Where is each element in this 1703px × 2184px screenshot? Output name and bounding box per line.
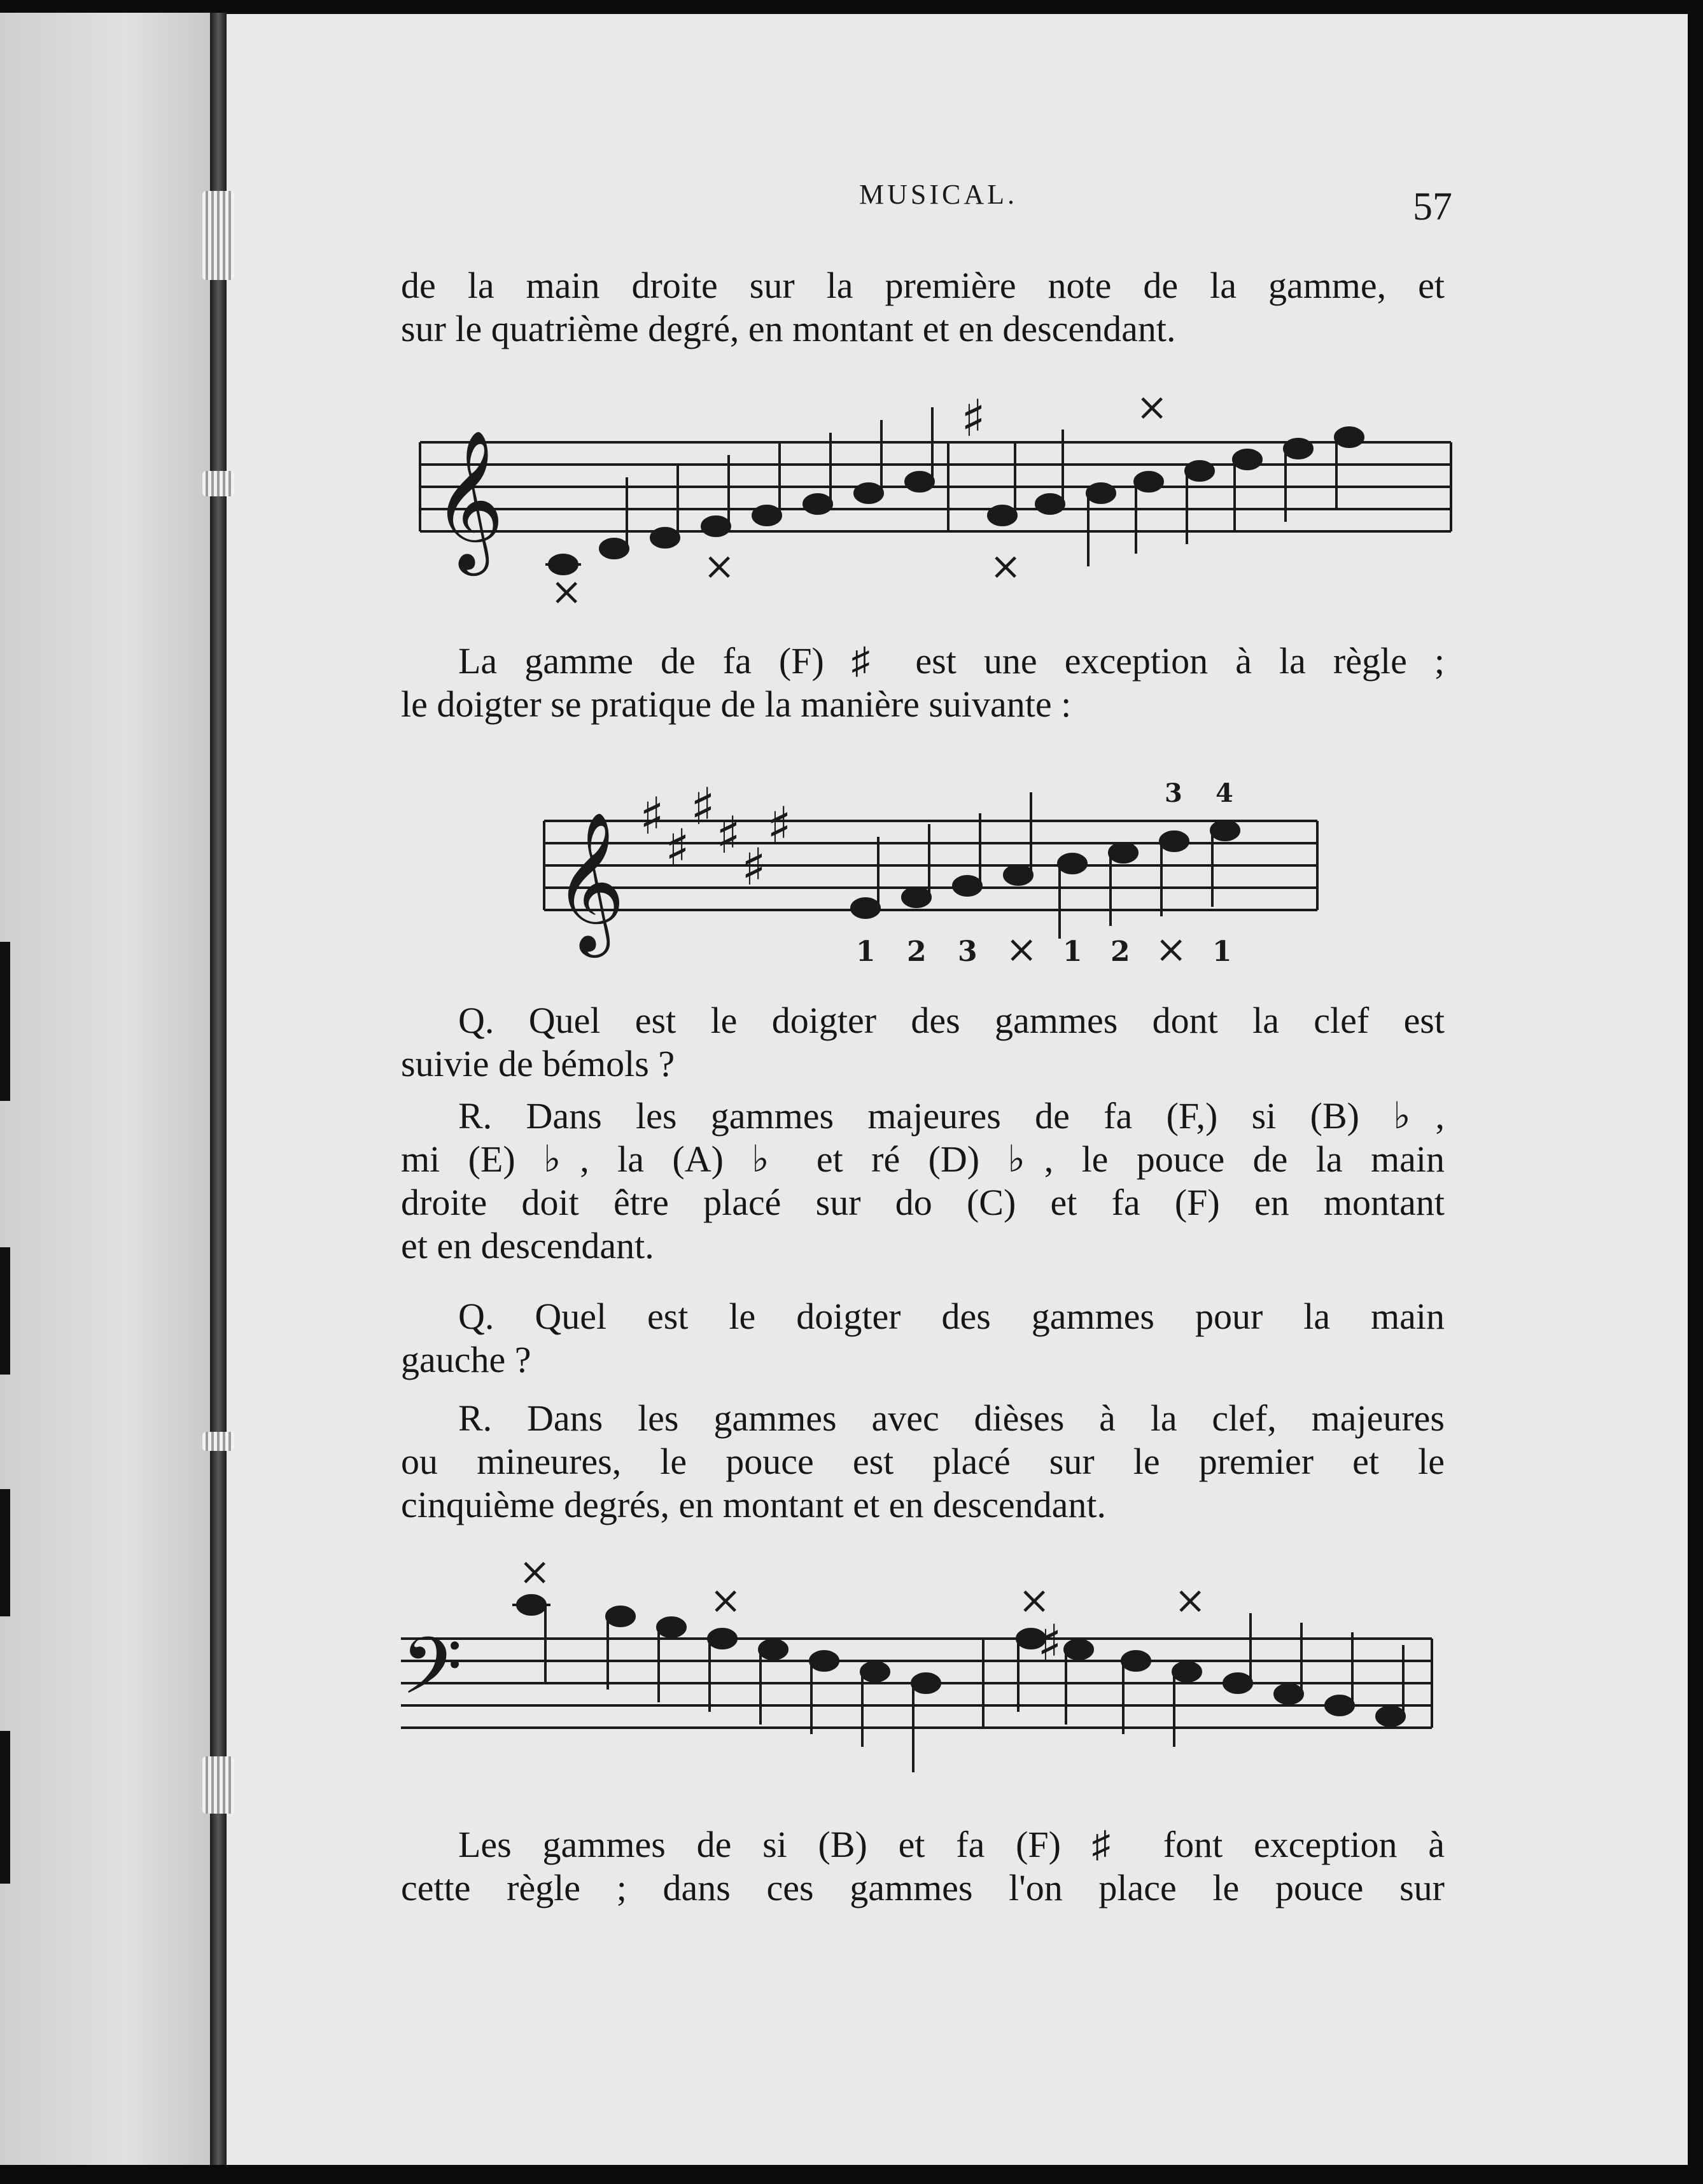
- cross-mark: ×: [1006, 927, 1038, 972]
- music-staff-treble-1: [407, 382, 1464, 611]
- binding-thread: [202, 1432, 234, 1451]
- text-line: Q. Quel est le doigter des gammes pour la main: [458, 1296, 1445, 1337]
- cross-mark: ×: [1136, 385, 1168, 430]
- text-line: mi (E) ♭, la (A) ♭ et ré (D) ♭, le pouce de la main: [401, 1138, 1445, 1180]
- cross-mark: ×: [990, 544, 1022, 589]
- question-flats: [401, 999, 1445, 1086]
- text-line: Les gammes de si (B) et fa (F) ♯ font exception à: [458, 1824, 1445, 1865]
- text-line: sur le quatrième degré, en montant et en descendant.: [401, 308, 1176, 349]
- bass-clef: 𝄢: [401, 1621, 463, 1732]
- finger-number: 2: [1111, 935, 1130, 968]
- paragraph-continuation: [401, 264, 1445, 351]
- music-staff-bass: [395, 1553, 1451, 1795]
- sharp-sign: ♯: [741, 837, 766, 897]
- treble-clef: 𝄞: [433, 429, 505, 570]
- binding-thread: [202, 191, 234, 280]
- text-line: ou mineures, le pouce est placé sur le premier et le: [401, 1441, 1445, 1482]
- margin-mark: [0, 942, 10, 1101]
- page-number: 57: [1413, 185, 1452, 228]
- running-title: MUSICAL.: [859, 179, 1018, 210]
- text-line: cette règle ; dans ces gammes l'on place le pouce sur: [401, 1867, 1445, 1908]
- cross-mark: ×: [519, 1553, 551, 1594]
- text-line: R. Dans les gammes avec dièses à la clef, majeures: [458, 1397, 1445, 1439]
- answer-left-hand: [401, 1397, 1445, 1527]
- cross-mark: ×: [550, 570, 583, 611]
- cross-mark: ×: [710, 1578, 742, 1623]
- text-line: de la main droite sur la première note de la gamme, et: [401, 265, 1445, 306]
- sharp-sign: ♯: [690, 777, 715, 836]
- finger-number: 1: [1063, 935, 1083, 968]
- answer-flats: [401, 1095, 1445, 1268]
- cross-mark: ×: [1155, 927, 1188, 972]
- paragraph-exceptions-b-fsharp: [401, 1823, 1445, 1910]
- finger-number: 1: [1212, 935, 1232, 968]
- margin-mark: [0, 1489, 10, 1616]
- sharp-sign: ♯: [961, 389, 986, 448]
- left-page-edge: [0, 13, 210, 2165]
- sharp-sign: ♯: [716, 806, 741, 865]
- margin-mark: [0, 1247, 10, 1375]
- binding-thread: [202, 1756, 234, 1814]
- text-line: Q. Quel est le doigter des gammes dont la clef est: [458, 1000, 1445, 1041]
- cross-mark: ×: [1018, 1578, 1051, 1623]
- sharp-sign: ♯: [1037, 1614, 1062, 1673]
- finger-number: 3: [958, 935, 978, 968]
- question-left-hand: [401, 1295, 1445, 1382]
- text-line: le doigter se pratique de la manière suivante :: [401, 683, 1072, 725]
- finger-number: 2: [907, 935, 927, 968]
- text-line: R. Dans les gammes majeures de fa (F,) si (B) ♭,: [458, 1095, 1445, 1137]
- sharp-sign: ♯: [665, 818, 690, 878]
- text-line: cinquième degrés, en montant et en descendant.: [401, 1484, 1107, 1525]
- book-spine: [210, 13, 227, 2165]
- text-line: et en descendant.: [401, 1225, 654, 1266]
- margin-mark: [0, 1731, 10, 1884]
- finger-number: 4: [1216, 778, 1233, 808]
- binding-thread: [202, 471, 234, 496]
- text-line: suivie de bémols ?: [401, 1043, 675, 1084]
- cross-mark: ×: [1174, 1578, 1207, 1623]
- paragraph-exception-f-sharp: [401, 640, 1445, 726]
- finger-number: 1: [856, 935, 876, 968]
- music-staff-treble-f-sharp: [535, 764, 1336, 980]
- treble-clef: 𝄞: [554, 811, 626, 951]
- sharp-sign: ♯: [767, 796, 792, 855]
- text-line: La gamme de fa (F) ♯ est une exception à la règle ;: [458, 640, 1445, 682]
- text-line: gauche ?: [401, 1339, 531, 1380]
- cross-mark: ×: [703, 544, 736, 589]
- finger-number: 3: [1165, 778, 1182, 808]
- sharp-sign: ♯: [640, 787, 664, 846]
- text-line: droite doit être placé sur do (C) et fa (F) en montant: [401, 1182, 1445, 1223]
